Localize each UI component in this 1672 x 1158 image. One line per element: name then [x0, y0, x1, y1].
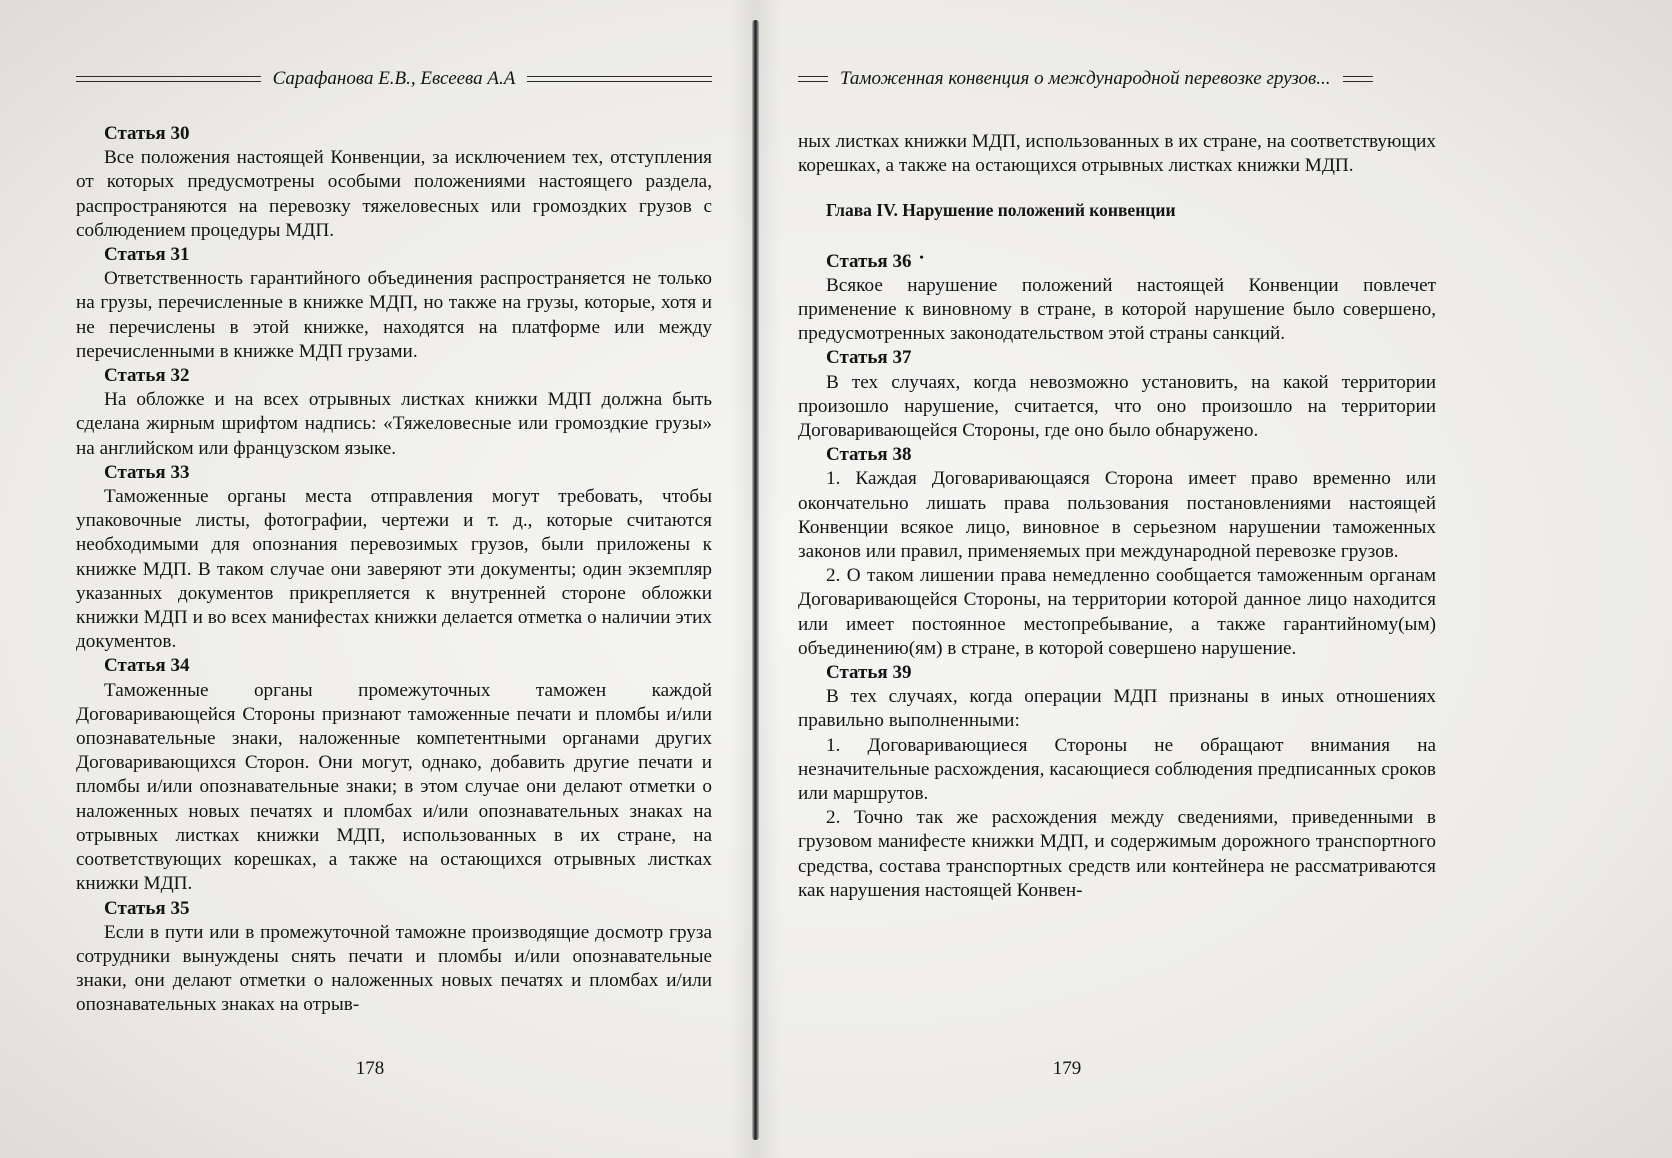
page-number: 178 [355, 1058, 385, 1079]
article-paragraph: В тех случаях, когда невозможно установить, на какой территории произошло нарушение, считается, что оно произошло на территории Договаривающейся Стороны, где оно было обнаружено. [798, 371, 1436, 442]
article-heading: Статья 33 [104, 461, 190, 483]
article-paragraph: 2. Точно так же расхождения между сведениями, приведенными в грузовом манифесте книжки МДП, и содержимым дорожного транспортного средства, состава транспортных средств или контейнера не рассматриваются как нарушения настоящей Конвен- [798, 807, 1436, 901]
article-paragraph: Ответственность гарантийного объединения распространяется не только на грузы, перечисленные в книжке МДП, но также на грузы, которые, хотя и не перечислены в этой книжке, находятся на платформе или между перечисленными в книжке МДП грузами. [76, 268, 712, 362]
right-page-text [798, 130, 1436, 903]
chapter-heading: Глава IV. Нарушение положений конвенции [826, 200, 1176, 221]
left-running-head [76, 68, 712, 90]
article-heading [826, 245, 1436, 274]
article-heading: Статья 31 [104, 244, 190, 266]
article-paragraph: 2. О таком лишении права немедленно сообщается таможенным органам Договаривающейся Стороны, на территории которой данное лицо находится или имеет постоянное местопребывание, а также гарантийному(ым) объединению(ям) в стране, в которой совершено нарушение. [798, 565, 1436, 659]
header-rule [1343, 76, 1373, 82]
article-paragraph: На обложке и на всех отрывных листках книжки МДП должна быть сделана жирным шрифтом надпись: «Тяжеловесные или громоздкие грузы» на английском или французском языке. [76, 389, 712, 459]
article-paragraph: Таможенные органы промежуточных таможен каждой Договаривающейся Стороны признают таможенные печати и пломбы и/или опознавательные знаки, наложенные компетентными органами других Договаривающихся Сторон. Они могут, однако, добавить другие печати и пломбы и/или опознавательные знаки; в этом случае они делают отметки о наложенных новых печатях и пломбах и/или опознавательных знаках на отрывных листках книжки МДП, использованных в их стране, на соответствующих корешках, а также на остающихся отрывных листках книжки МДП. [76, 679, 712, 895]
article-paragraph: Все положения настоящей Конвенции, за исключением тех, отступления от которых предусмотрены особыми положениями настоящего раздела, распространяются на перевозку тяжеловесных или громоздких грузов с соблюдением процедуры МДП. [76, 147, 712, 241]
article-paragraph: Если в пути или в промежуточной таможне производящие досмотр груза сотрудники вынуждены снять печати и пломбы и/или опознавательные знаки, они делают отметки о наложенных новых печатях и пломбах и/или опознавательных знаках на отрыв- [76, 921, 712, 1016]
continuation-paragraph: ных листках книжки МДП, использованных в их стране, на соответствующих корешках, а также на остающихся отрывных листках книжки МДП. [798, 131, 1436, 177]
right-running-head [798, 68, 1436, 90]
page-number: 179 [1052, 1058, 1082, 1079]
article-heading: Статья 37 [826, 347, 912, 369]
article-heading: Статья 39 [826, 662, 912, 684]
article-heading: Статья 32 [104, 365, 190, 387]
left-page-text [76, 122, 712, 1018]
article-heading: Статья 30 [104, 123, 190, 144]
header-rule [798, 76, 828, 82]
article-paragraph: Таможенные органы места отправления могут требовать, чтобы упаковочные листы, фотографии, чертежи и т. д., которые считаются необходимыми для опознания перевозимых грузов, были приложены к книжке МДП. В таком случае они заверяют эти документы; один экземпляр указанных документов прикрепляется к внутренней стороне обложки книжки МДП и во всех манифестах книжки делается отметка о наличии этих документов. [76, 486, 712, 653]
print-speck: • [919, 249, 924, 264]
left-running-head-title: Сарафанова Е.В., Евсеева А.А [272, 68, 516, 89]
article-paragraph: Всякое нарушение положений настоящей Конвенции повлечет применение к виновному в стране, в которой нарушение было совершено, предусмотренных законодательством этой страны санкций. [798, 274, 1436, 345]
article-heading: Статья 34 [104, 655, 190, 677]
article-paragraph: 1. Каждая Договаривающаяся Сторона имеет право временно или окончательно лишать права пользования постановлениями настоящей Конвенции всякое лицо, виновное в серьезном нарушении таможенных законов или правил, применяемых при международной перевозке грузов. [798, 468, 1436, 563]
article-heading: Статья 35 [104, 897, 190, 919]
article-paragraph: В тех случаях, когда операции МДП признаны в иных отношениях правильно выполненными: [798, 686, 1436, 732]
header-rule [527, 76, 712, 82]
right-running-head-title: Таможенная конвенция о международной перевозке грузов... [840, 68, 1331, 89]
header-rule [76, 76, 261, 82]
article-heading: Статья 38 [826, 444, 912, 466]
article-paragraph: 1. Договаривающиеся Стороны не обращают внимания на незначительные расхождения, касающиеся соблюдения предписанных сроков или маршрутов. [798, 734, 1436, 805]
article-heading-text: Статья 36 [826, 250, 912, 272]
book-gutter [752, 20, 759, 1140]
